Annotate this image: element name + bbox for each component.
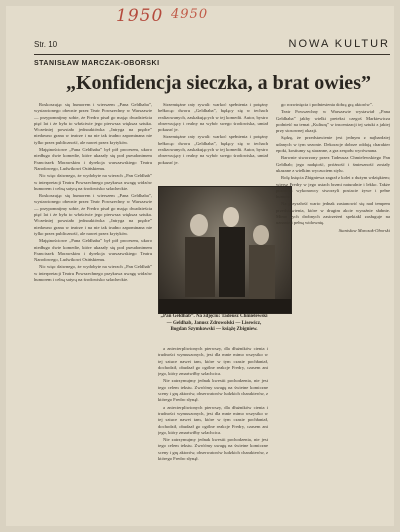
paragraph: Nie zatrzymujmy jednak kwestii pochodzenia, nie jest tego celem tekstu. Zwróćmy uwagę na świetne komiczne sceny i grę aktorów, obserwatorów ludzkich charakterów, z którego Fredro słynął. — [158, 437, 268, 462]
paragraph: Strzemiężne raty rywali: warkoć spełnienia i potężny bełkocąc dworu „Geldhaba”, będący się w techach realizowanych, zaskakujących w tej komedii. Autor, bystro obserwujący i realny na wybór swego środowiska, umiał pokazać je. — [158, 102, 268, 133]
paragraph: Na przyszłość warto jednak zastanowić się nad tempem przedstawienia, które w drugim akcie wyraźnie słabnie. Mimo tych drobnych zastrzeżeń spektakl zasługuje na uznanie i pełną widownię. — [276, 201, 390, 226]
newspaper-page — [6, 6, 394, 526]
column-1 — [34, 102, 152, 522]
article-title: „Konfidencja sieczka, a brat owies” — [66, 72, 371, 94]
article-author: STANISŁAW MARCZAK-OBORSKI — [34, 60, 160, 67]
handwritten-year-2: 4950 — [171, 7, 209, 22]
production-photo — [158, 186, 292, 314]
paragraph: Majętnościowe „Pana Geldhaba” był pół procesem, ukoro niedługo dwie komedie, które ukazały się pod pseudonimem Franciszek Morawskim i dyrekcja warszawskiego Teatru Narodowego, Ludwikowi Osińskiemu. — [34, 238, 152, 263]
actors-photo-illustration — [159, 187, 291, 313]
column-2-top — [158, 102, 268, 182]
paragraph: Rolę księcia Zbigniewa zagrał z kolei z dużym wdziękiem; wiersz Fredry w jego ustach brzmi naturalnie i lekko. Także pozostali wykonawcy stworzyli postacie żywe i pełne humoru. — [276, 175, 390, 200]
paragraph: Teatr Powszechny w Warszawie wystawiał „Pana Geldhaba” jakby wielki pretekst czegoś Markiewicza podnieść na temat „Kulturę” w inscenizacji tej sztuki z jakiej przy stosownej okazji. — [276, 109, 390, 134]
author-signature: Stanisław Marczak-Oborski — [338, 227, 390, 233]
paragraph: Nic więc dziwnego, że wydobyte na wierzch „Pan Geldhab” w interpretacji Teatru Powszechnego przykuwa uwagę widzów humorem i celną satyrą na środowisko szlacheckie. — [34, 264, 152, 283]
paragraph: Nic więc dziwnego, że wydobyte na wierzch „Pan Geldhab” w interpretacji Teatru Powszechnego przykuwa uwagę widzów humorem i celną satyrą na środowisko szlacheckie. — [34, 173, 152, 191]
page-header — [34, 38, 390, 54]
column-2-bottom — [158, 346, 268, 522]
publication-name: NOWA KULTUR — [288, 38, 390, 50]
paragraph: Nie zatrzymujmy jednak kwestii pochodzenia, nie jest tego celem tekstu. Zwróćmy uwagę na świetne komiczne sceny i grę aktorów, obserwatorów ludzkich charakterów, z którego Fredro słynął. — [158, 378, 268, 403]
handwritten-year: 1950 — [116, 6, 164, 26]
page-number: Str. 10 — [34, 40, 58, 49]
paragraph: Roskoszując się humorem i wierszem „Pana Geldhaba”, wystawionego obecnie przez Teatr Powszechny w Warszawie — przypomnijmy sobie, że Fredro pisał go mając dwadzieścia pięć lat i że była to właściwie jego pierwsza większa sztuka. Wcześniej powstało jednoaktówka „Intryga na prędce” niedawno grana w teatrze i na nie tak trudno zapominana nie tylko przez publiczność, ale nawet przez krytyków. — [34, 193, 152, 236]
paragraph: Strzemiężne raty rywali: warkoć spełnienia i potężny bełkocąc dworu „Geldhaba”, będący się w techach realizowanych, zaskakujących w tej komedii. Autor, bystro obserwujący i realny na wybór swego środowiska, umiał pokazać je. — [158, 134, 268, 165]
column-3 — [276, 102, 390, 522]
paragraph: go rozwinięcia i podniesienia dobrą grą aktorów”. — [281, 102, 373, 107]
header-rule — [34, 54, 390, 55]
photo-caption: „Pan Geldhab”. Na zdjęciu: Tadeusz Chmielewski — Geldhab, Janusz Zdrowolski — Lisewicz, Bogdan Szymkowski — książę Zbigniew. — [160, 314, 268, 332]
paragraph: Roskoszując się humorem i wierszem „Pana Geldhaba”, wystawionego obecnie przez Teatr Powszechny w Warszawie — przypomnijmy sobie, że Fredro pisał go mając dwadzieścia pięć lat i że była to właściwie jego pierwsza większa sztuka. Wcześniej powstało jednoaktówka „Intryga na prędce” niedawno grana w teatrze i na nie tak trudno zapominana nie tylko przez publiczność, ale nawet przez krytyków. — [34, 102, 152, 145]
paragraph: Majętnościowe „Pana Geldhaba” był pół procesem, ukoro niedługo dwie komedie, które ukazały się pod pseudonimem Franciszek Morawskim i dyrekcja warszawskiego Teatru Narodowego, Ludwikowi Osińskiemu. — [34, 147, 152, 171]
paragraph: Sądzę, że przedstawienie jest jednym z najbardziej udanych w tym sezonie. Dekoracje dobrze oddają charakter epoki, kostiumy są staranne, a gra zespołu wyrównana. — [276, 135, 390, 154]
paragraph: a zniecierpliwionych pierwszy, dla dłużników cienia i trudności wymuszonych, jest dla mnie mimo wszystko w tej sztuce nawet tam, które w tym czasie pochłaniał, dochodził, obudzał go ogólne reakcje Fredry, czasem ani jego, który zmartwiłby szlachcica. — [158, 404, 268, 435]
paragraph: a zniecierpliwionych pierwszy, dla dłużników cienia i trudności wymuszonych, jest dla mnie mimo wszystko w tej sztuce nawet tam, które w tym czasie pochłaniał, dochodził, obudzał go ogólne reakcje Fredry, czasem ani jego, który zmartwiłby szlachcica. — [158, 346, 268, 377]
paragraph: Barwnie stworzony przez Tadeusza Chmielewskiego Pan Geldhab; jego nadętość, próżność i śmieszność zostały ukazane z wielkim wyczuciem stylu. — [276, 155, 390, 173]
